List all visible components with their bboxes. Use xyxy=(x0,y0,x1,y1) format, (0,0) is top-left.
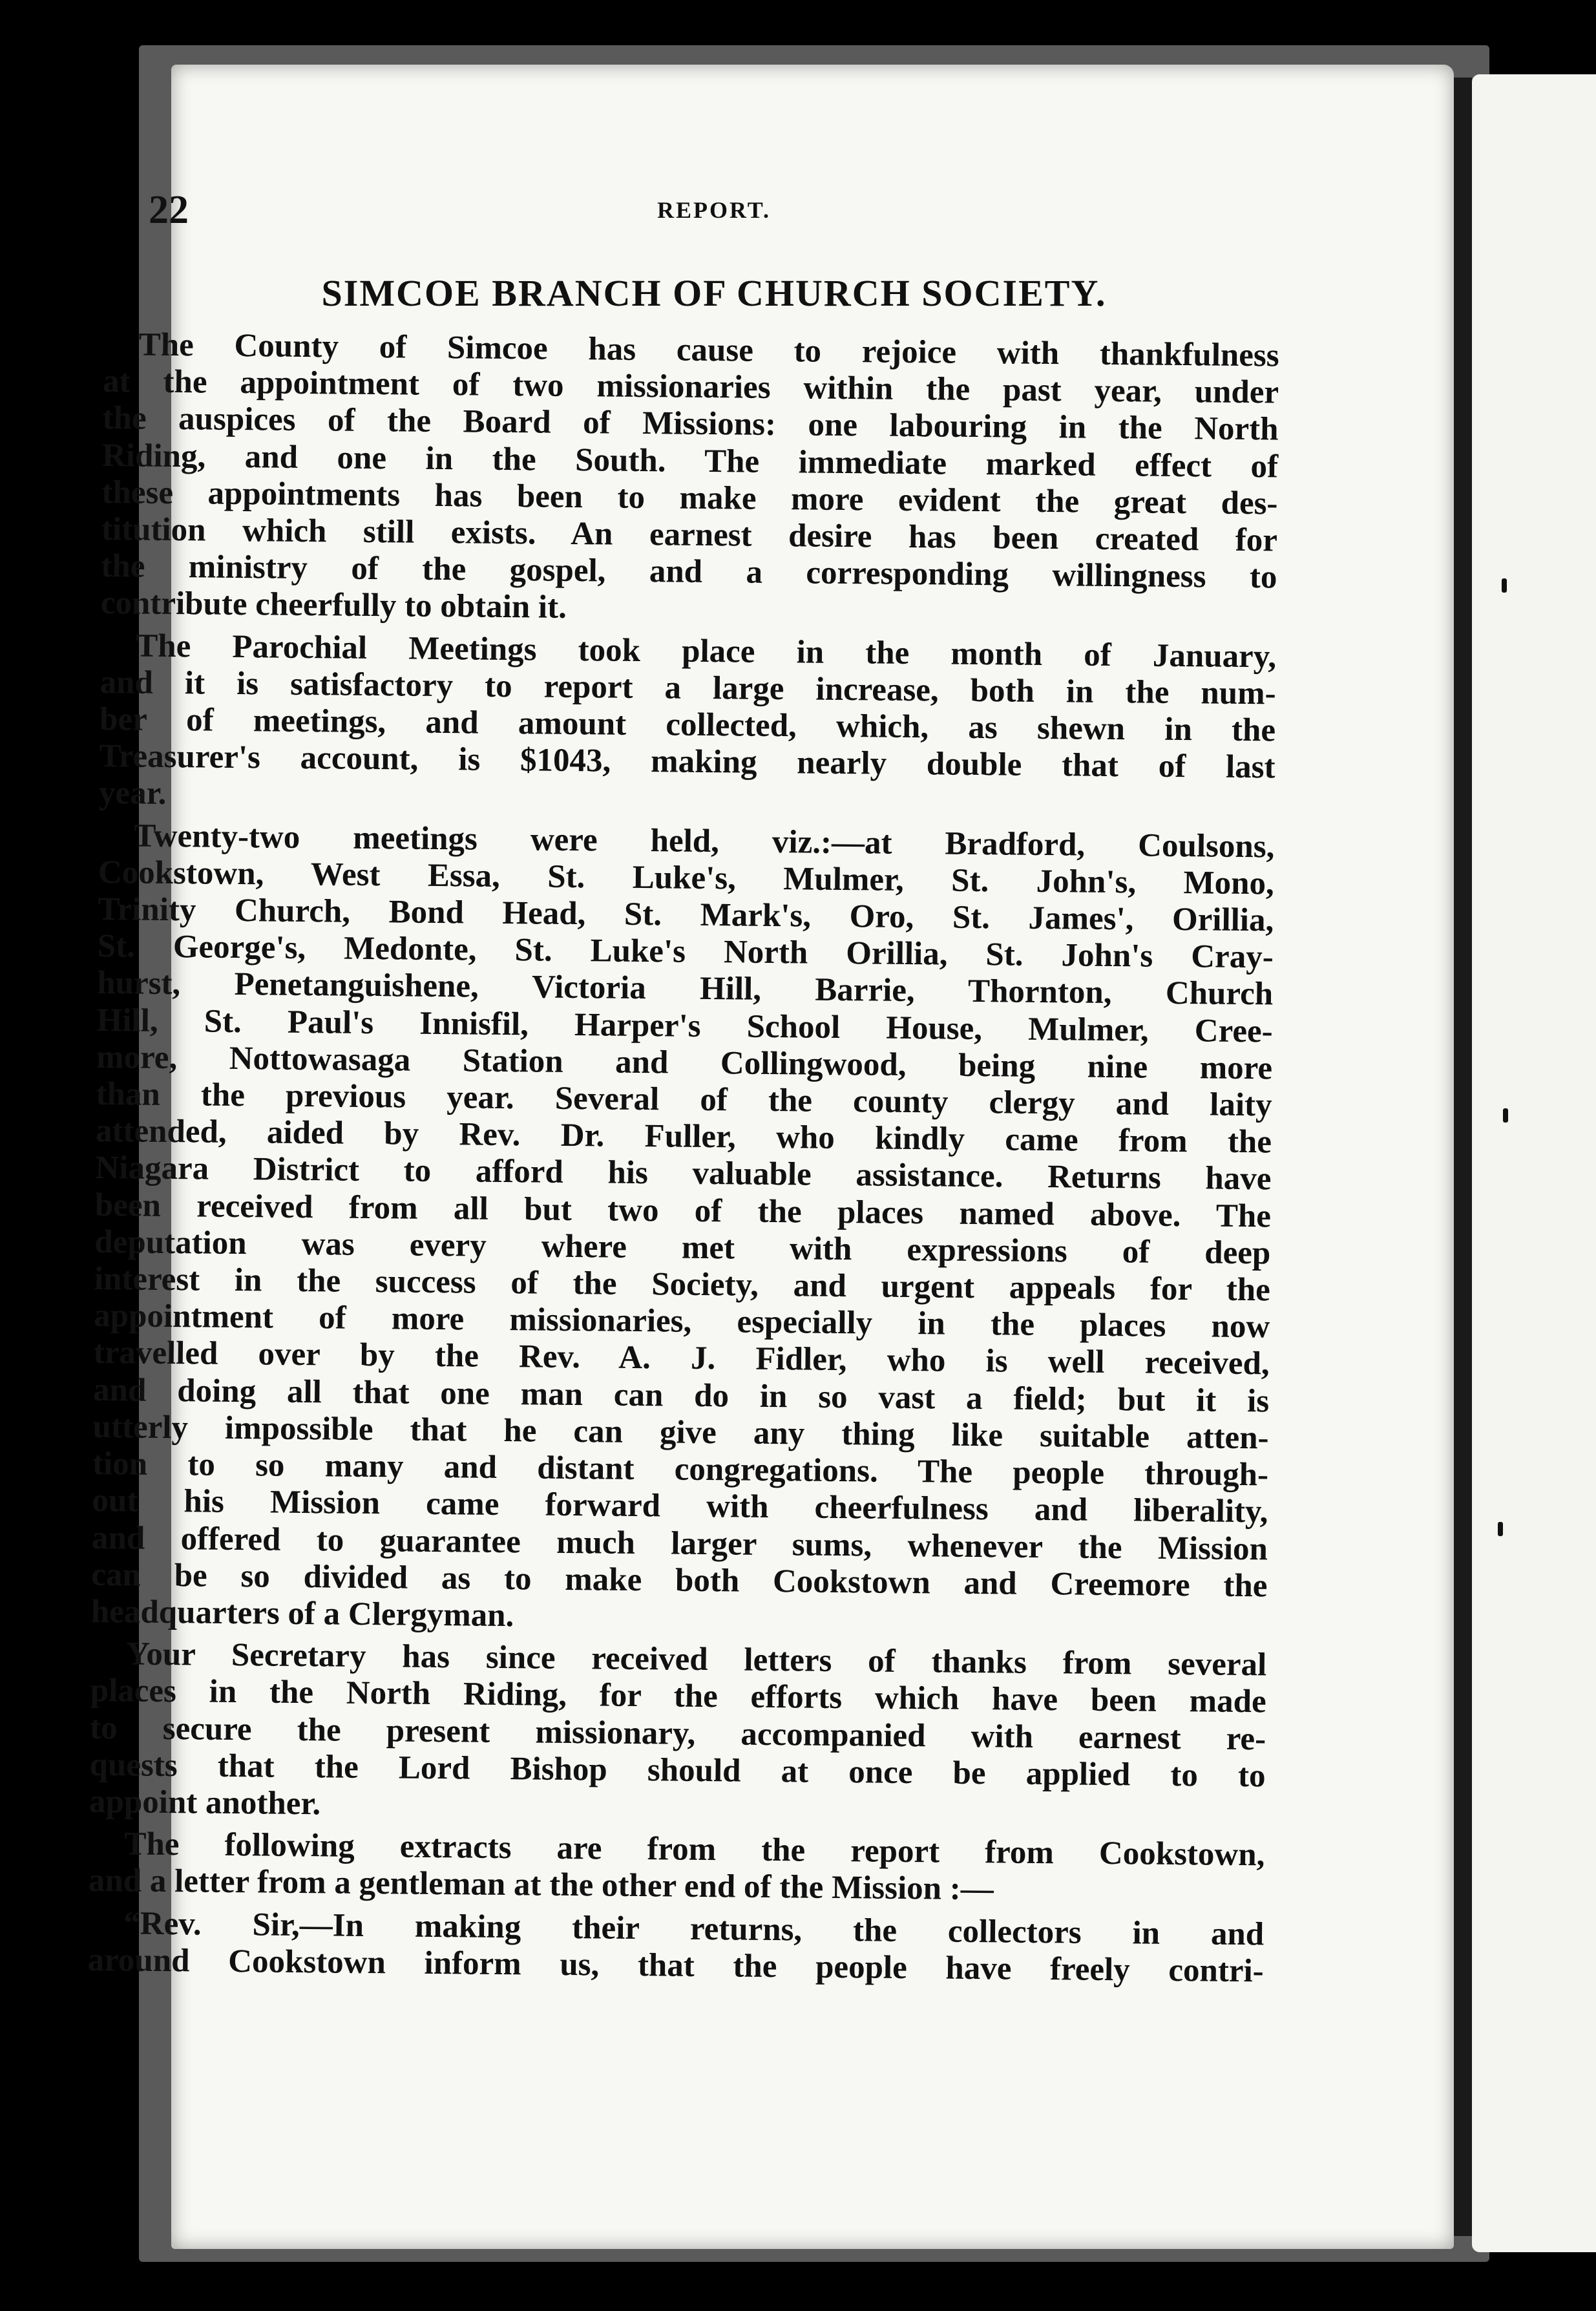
text-line: ber of meetings, and amount collected, which, as shewn in the xyxy=(99,701,1276,749)
text-line: Trinity Church, Bond Head, St. Mark's, Oro, St. James', Orillia, xyxy=(98,891,1274,939)
paragraph xyxy=(89,1826,1265,1911)
paragraph xyxy=(99,628,1277,823)
text-line: to secure the present missionary, accompanied with earnest re- xyxy=(89,1709,1266,1757)
text-line: and offered to guarantee much larger sums, whenever the Mission xyxy=(91,1519,1268,1567)
book-spine xyxy=(1454,78,1472,2236)
text-line: around Cookstown inform us, that the people have freely contri- xyxy=(87,1941,1264,1990)
paragraph xyxy=(89,1636,1267,1831)
text-line: attended, aided by Rev. Dr. Fuller, who kindly came from the xyxy=(95,1113,1272,1161)
text-line: tion to so many and distant congregations. The people through- xyxy=(92,1446,1269,1493)
paragraph xyxy=(87,1905,1264,1990)
paragraph xyxy=(91,818,1275,1642)
margin-mark xyxy=(1498,1522,1503,1536)
text-line: and doing all that one man can do in so vast a field; but it is xyxy=(92,1371,1270,1420)
text-line: contribute cheerfully to obtain it. xyxy=(100,585,567,626)
text-line: places in the North Riding, for the efforts which have been made xyxy=(90,1673,1266,1720)
text-line: quests that the Lord Bishop should at once be applied to to xyxy=(89,1746,1266,1795)
text-line: the auspices of the Board of Missions: one labouring in the North xyxy=(102,400,1279,448)
text-line: The Parochial Meetings took place in the month of January, xyxy=(135,628,1277,675)
body-text xyxy=(87,326,1279,1995)
text-line: “Rev. Sir,—In making their returns, the collectors in and xyxy=(123,1905,1265,1952)
text-line: than the previous year. Several of the county clergy and laity xyxy=(96,1076,1272,1124)
text-line: Twenty-two meetings were held, viz.:—at Bradford, Coulsons, xyxy=(134,818,1275,865)
section-title: SIMCOE BRANCH OF CHURCH SOCIETY. xyxy=(321,272,1107,314)
text-line: St. George's, Medonte, St. Luke's North Orillia, St. John's Cray- xyxy=(97,928,1274,976)
text-line: The following extracts are from the report from Cookstown, xyxy=(124,1826,1265,1873)
text-line: appointment of more missionaries, especially in the places now xyxy=(94,1298,1270,1345)
text-line: at the appointment of two missionaries within the past year, under xyxy=(102,363,1279,411)
text-line: travelled over by the Rev. A. J. Fidler, who is well received, xyxy=(93,1335,1270,1382)
text-line: Treasurer's account, is $1043, making nearly double that of last xyxy=(99,738,1276,786)
margin-mark xyxy=(1502,578,1507,593)
text-line: appoint another. xyxy=(89,1783,321,1822)
text-line: hurst, Penetanguishene, Victoria Hill, Barrie, Thornton, Church xyxy=(96,965,1274,1013)
text-line: titution which still exists. An earnest desire has been created for xyxy=(101,511,1278,559)
text-line: been received from all but two of the places named above. The xyxy=(94,1187,1272,1235)
text-line: Your Secretary has since received letters of thanks from several xyxy=(126,1636,1267,1683)
page-header xyxy=(149,187,1279,246)
text-line: deputation was every where met with expressions of deep xyxy=(94,1223,1271,1272)
page-number: 22 xyxy=(149,188,189,232)
running-head: REPORT. xyxy=(656,197,772,223)
text-line: out his Mission came forward with cheerfulness and liberality, xyxy=(92,1483,1268,1530)
text-line: Hill, St. Paul's Innisfil, Harper's School House, Mulmer, Cree- xyxy=(96,1002,1273,1050)
text-line: The County of Simcoe has cause to rejoice with thankfulness xyxy=(138,326,1279,374)
facing-page-edge xyxy=(1472,74,1596,2252)
text-line: can be so divided as to make both Cookstown and Creemore the xyxy=(91,1556,1268,1605)
text-line: year. xyxy=(98,775,167,812)
text-line: interest in the success of the Society, and urgent appeals for the xyxy=(94,1261,1271,1309)
text-line: Cookstown, West Essa, St. Luke's, Mulmer, St. John's, Mono, xyxy=(98,854,1275,902)
text-line: headquarters of a Clergyman. xyxy=(90,1593,514,1634)
text-line: utterly impossible that he can give any thing like suitable atten- xyxy=(92,1408,1269,1457)
margin-mark xyxy=(1503,1108,1508,1123)
text-line: the ministry of the gospel, and a corresponding willingness to xyxy=(101,548,1277,596)
text-line: Niagara District to afford his valuable assistance. Returns have xyxy=(95,1150,1272,1198)
text-line: these appointments has been to make more evident the great des- xyxy=(101,474,1278,522)
text-line: and it is satisfactory to report a large increase, both in the num- xyxy=(100,664,1276,712)
text-line: and a letter from a gentleman at the other end of the Mission :— xyxy=(88,1863,994,1908)
text-line: Riding, and one in the South. The immediate marked effect of xyxy=(101,437,1279,485)
text-line: more, Nottowasaga Station and Collingwood, being nine more xyxy=(96,1039,1273,1087)
paragraph xyxy=(101,326,1279,633)
